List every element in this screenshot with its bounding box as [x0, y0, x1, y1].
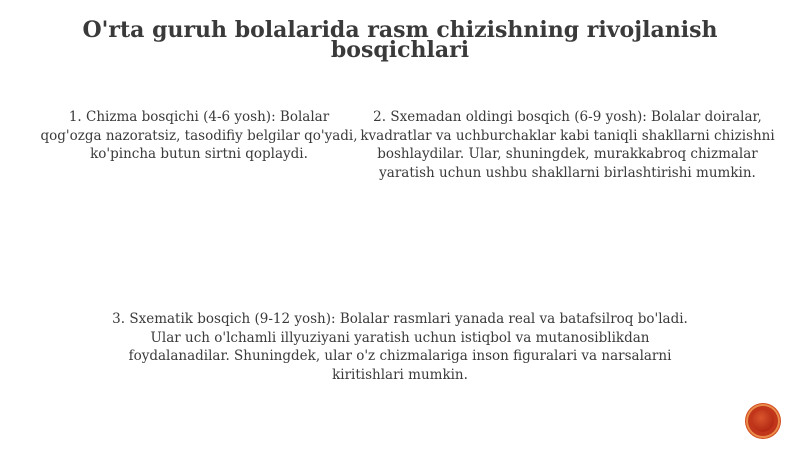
next-slide-button[interactable] — [748, 406, 778, 436]
stage-3-text: 3. Sxematik bosqich (9-12 yosh): Bolalar rasmlari yanada real va batafsilroq bo'ladi. Ular uch o'lchamli illyuziyani yaratish uchun istiqbol va mutanosiblikdan foydalanadilar. Shuningdek, ular o'z chizmalariga inson figuralari va narsalarni kiritishlari mumkin. — [112, 311, 688, 383]
stage-1-text: 1. Chizma bosqichi (4-6 yosh): Bolalar qog'ozga nazoratsiz, tasodifiy belgilar qo'yadi, ko'pincha butun sirtni qoplaydi. — [40, 109, 358, 162]
stage-2-text: 2. Sxemadan oldingi bosqich (6-9 yosh): Bolalar doiralar, kvadratlar va uchburchaklar kabi taniqli shakllarni chizishni boshlaydilar. Ular, shuningdek, murakkabroq chizmalar yaratish uchun ushbu shakllarni birlashtirishi mumkin. — [360, 109, 775, 181]
slide-title: O'rta guruh bolalarida rasm chizishning rivojlanish bosqichlari — [82, 17, 718, 63]
circle-nav-icon — [752, 410, 774, 432]
